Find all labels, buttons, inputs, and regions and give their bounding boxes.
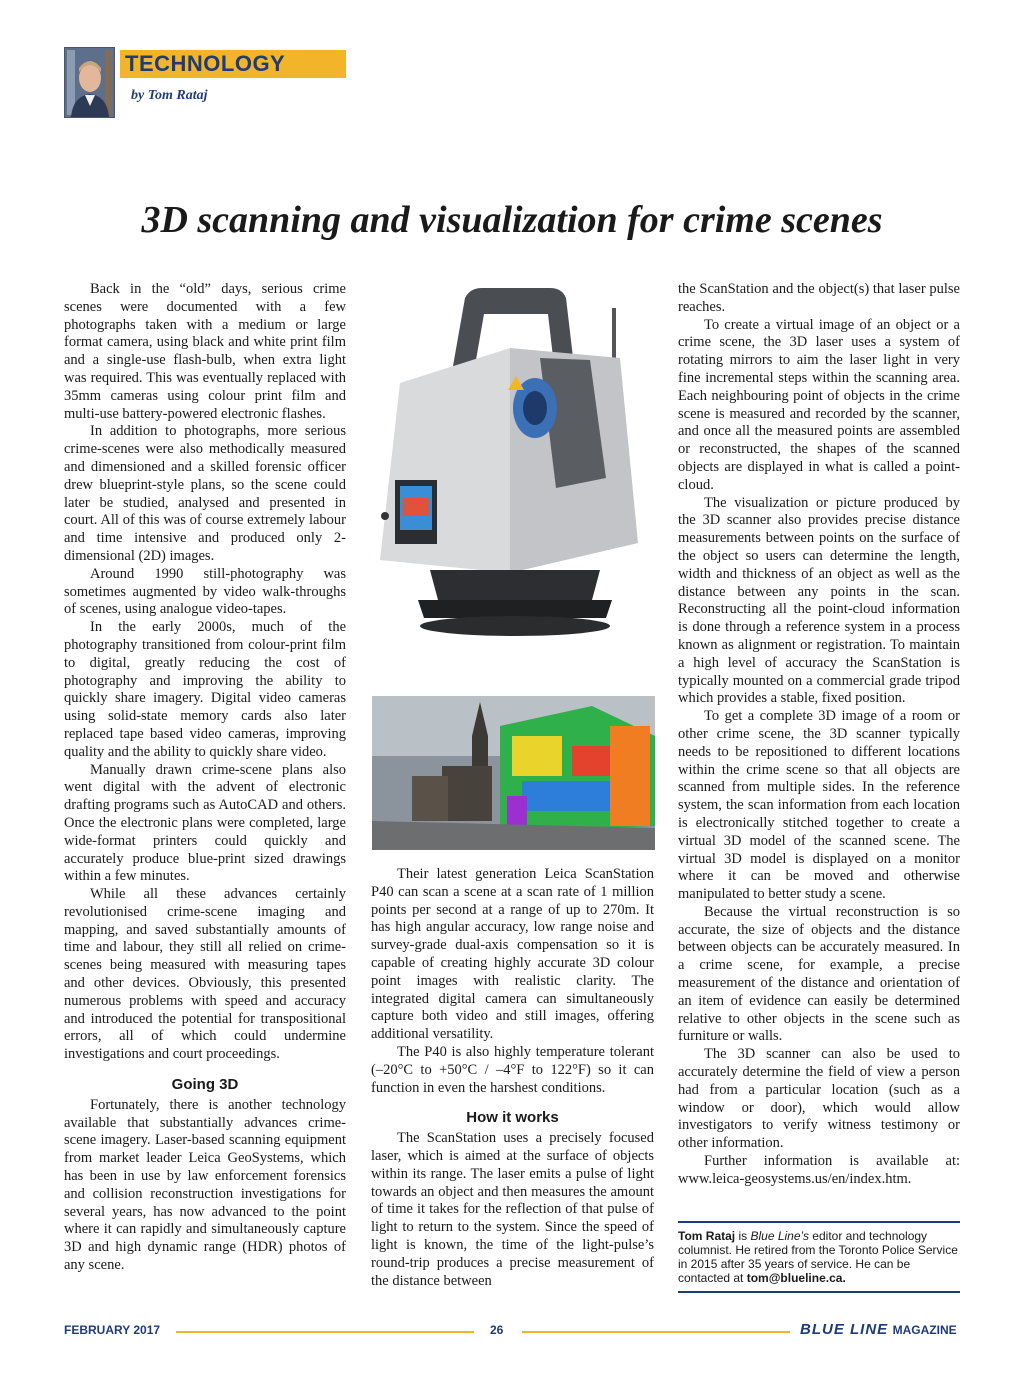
column-left	[64, 281, 346, 1275]
subheading-how-it-works: How it works	[466, 1109, 559, 1127]
article-title: 3D scanning and visualization for crime scenes	[141, 199, 883, 241]
point-cloud-scene-photo	[372, 696, 655, 850]
bio-text: is	[735, 1229, 751, 1243]
paragraph: In addition to photographs, more serious crime-scenes were also methodically measured and dimensioned and a skilled forensic officer drew blueprint-style plans, so the scene could later be studied, analysed and presented in court. All of this was of course extremely labour and time intensive and produced only 2-dimensional (2D) images.	[64, 423, 346, 564]
footer-brand: BLUE LINE	[800, 1321, 889, 1338]
column-middle	[371, 866, 654, 1290]
paragraph: The ScanStation uses a precisely focused laser, which is aimed at the surface of objects within its range. The laser emits a pulse of light towards an object and then measures the amount of time it takes for the reflection of that pulse of light to return to the system. Since the speed of light is known, the time of the light-pulse’s round-trip produces a precise measurement of the distance between	[371, 1130, 654, 1289]
footer-rule-left	[176, 1331, 474, 1333]
paragraph: Further information is available at: www.leica-geosystems.us/en/index.htm.	[678, 1153, 960, 1187]
paragraph: To create a virtual image of an object or a crime scene, the 3D laser uses a system of rotating mirrors to aim the laser light in very fine incremental steps within the scanning area. Each neighbouring point of objects in the crime scene is measured and recorded by the scanner, and once all the measured points are assembled or reconstructed, the shapes of the scanned objects are displayed in what is called a point-cloud.	[678, 316, 960, 493]
footer-brand-suffix: MAGAZINE	[892, 1323, 957, 1337]
bio-email-link[interactable]: tom@blueline.ca	[746, 1271, 843, 1285]
paragraph: The 3D scanner can also be used to accurately determine the field of view a person had from a particular location (such as a window or door), which would allow investigators to verify witness testimony or other information.	[678, 1046, 960, 1152]
bio-text: editor and technology columnist. He retired from the Toronto Police Service in 2015 after 35 years of service. He can be contacted at	[678, 1229, 958, 1285]
paragraph: the ScanStation and the object(s) that laser pulse reaches.	[678, 281, 960, 315]
author-bio	[678, 1221, 960, 1293]
column-right	[678, 281, 960, 1189]
footer-page-number: 26	[490, 1323, 504, 1337]
paragraph: Manually drawn crime-scene plans also went digital with the advent of electronic drafting programs such as AutoCAD and others. Once the electronic plans were completed, large wide-format printers could quickly and accurately produce blue-print sized drawings within a few minutes.	[64, 761, 346, 885]
laser-scanner-icon	[370, 288, 654, 676]
paragraph: The P40 is also highly temperature tolerant (–20°C to +50°C / –4°F to 122°F) so it can function in even the harshest conditions.	[371, 1043, 654, 1096]
point-cloud-icon	[372, 696, 655, 850]
footer-magazine-name	[800, 1321, 957, 1339]
paragraph: While all these advances certainly revolutionised crime-scene imaging and mapping, and saved substantially amounts of time and labour, they still all relied on crime-scenes being measured with measuring tapes and other devices. Obviously, this presented numerous problems with speed and accuracy and introduced the potential for transpositional errors, all of which could undermine investigations and court proceedings.	[64, 886, 346, 1063]
byline: by Tom Rataj	[131, 88, 208, 103]
paragraph: Around 1990 still-photography was sometimes augmented by video walk-throughs of scenes, using analogue video-tapes.	[64, 565, 346, 618]
paragraph: Fortunately, there is another technology available that substantially advances crime-scene imagery. Laser-based scanning equipment from market leader Leica GeoSystems, which has been in use by law enforcement forensics and collision reconstruction investigations for several years, has now advanced to the point where it can rapidly and simultaneously capture 3D and high dynamic range (HDR) photos of any scene.	[64, 1096, 346, 1274]
paragraph: Their latest generation Leica ScanStation P40 can scan a scene at a scan rate of 1 million points per second at a range of up to 270m. It has high angular accuracy, low range noise and survey-grade dual-axis compensation so it is capable of creating highly accurate 3D colour point images with realistic clarity. The integrated digital camera can simultaneously capture both video and still images, offering additional versatility.	[371, 866, 654, 1043]
paragraph: Because the virtual reconstruction is so accurate, the size of objects and the distance between objects can be accurately measured. In a crime scene, for example, a precise measurement of the distance and orientation of an item of evidence can easily be determined relative to other objects in the scene such as furniture or walls.	[678, 903, 960, 1045]
footer-rule-right	[522, 1331, 790, 1333]
paragraph: The visualization or picture produced by the 3D scanner also provides precise distance measurements between points on the surface of the object so users can determine the length, width and thickness of an object as well as the distance between any points in the scan. Reconstructing all the point-cloud information is done through a reference system in a process known as alignment or registration. To maintain a high level of accuracy the ScanStation is typically mounted on a commercial grade tripod which provides a stable, fixed position.	[678, 494, 960, 707]
paragraph: To get a complete 3D image of a room or other crime scene, the 3D scanner typically needs to be repositioned to different locations within the crime scene so that all objects are scanned from multiple sides. In the reference system, the scan information from each location is electronically stitched together to create a virtual 3D model of the scanned scene. The virtual 3D model is displayed on a monitor where it can be moved and otherwise manipulated to better study a scene.	[678, 708, 960, 903]
bio-magazine: Blue Line’s	[750, 1229, 809, 1243]
footer-issue-date: FEBRUARY 2017	[64, 1323, 161, 1337]
section-label: TECHNOLOGY	[125, 51, 286, 76]
bio-text-end: .	[842, 1271, 846, 1285]
paragraph: In the early 2000s, much of the photography transitioned from colour-print film to digital, greatly reducing the cost of photography and improving the ability to quickly share imagery. Digital video cameras using solid-state memory cards also later replaced tape based video cameras, improving quality and the ability to quickly share video.	[64, 619, 346, 760]
subheading-going-3d: Going 3D	[171, 1076, 239, 1094]
author-photo	[64, 47, 115, 118]
paragraph: Back in the “old” days, serious crime scenes were documented with a few photographs taken with a medium or large format camera, using black and white print film and a single-use flash-bulb, when extra light was required. This was eventually replaced with 35mm cameras using colour print film and multi-use battery-powered electronic flashes.	[64, 281, 346, 422]
author-portrait-icon	[65, 48, 114, 117]
scanner-photo	[370, 288, 654, 676]
bio-author-name: Tom Rataj	[678, 1229, 736, 1243]
